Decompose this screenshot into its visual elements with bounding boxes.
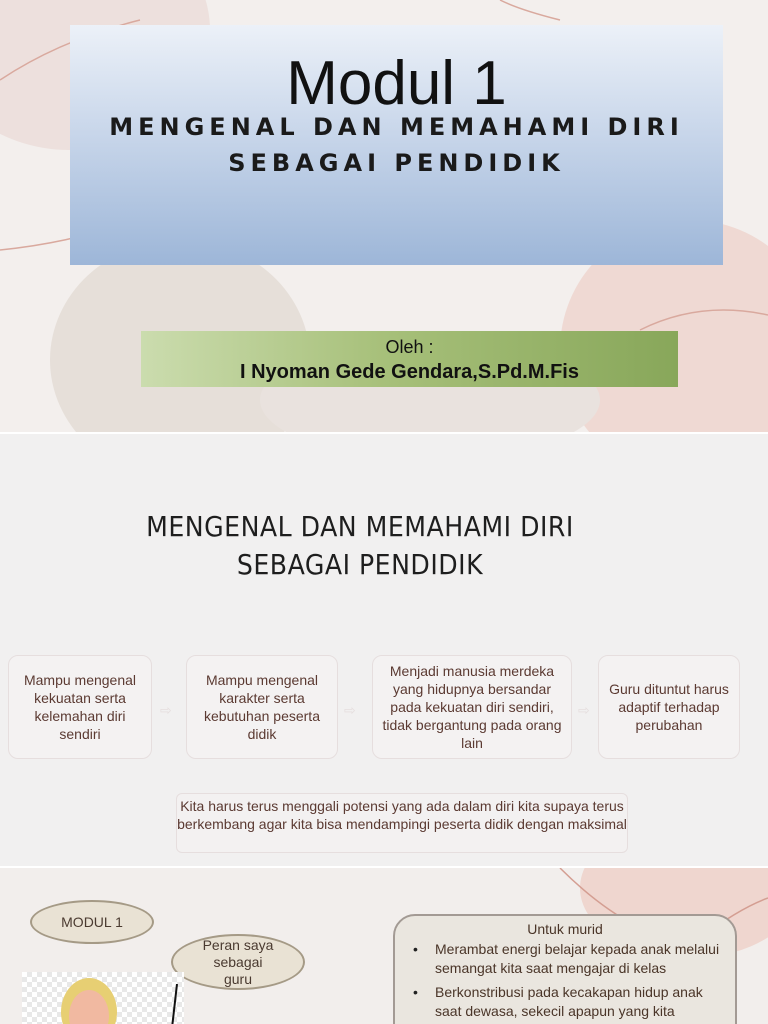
process-card-3: Menjadi manusia merdeka yang hidupnya bersandar pada kekuatan diri sendiri, tidak bergantung pada orang lain (372, 655, 572, 759)
section-title-line-1: MENGENAL DAN MEMAHAMI DIRI (146, 510, 574, 543)
author-box (141, 331, 678, 387)
author-label: Oleh : (385, 337, 434, 357)
subtitle-line-1: MENGENAL DAN MEMAHAMI DIRI (109, 113, 684, 141)
title-box (70, 25, 723, 265)
modul-label: MODUL 1 (61, 913, 123, 930)
summary-note: Kita harus terus menggali potensi yang ada dalam diri kita supaya terus berkembang agar kita bisa mendampingi peserta didik dengan maksimal (176, 793, 628, 853)
page-subtitle (70, 109, 723, 181)
subtitle-line-2: SEBAGAI PENDIDIK (228, 149, 565, 177)
list-item (395, 983, 735, 1021)
page-title: Modul 1 (286, 49, 507, 118)
slide-1 (0, 0, 768, 432)
slide-2 (0, 434, 768, 866)
section-title (60, 508, 660, 584)
author-name: I Nyoman Gede Gendara,S.Pd.M.Fis (240, 361, 579, 383)
list-item-text: Berkonstribusi pada kecakapan hidup anak saat dewasa, sekecil apapun yang kita (435, 984, 703, 1019)
process-card-4: Guru dituntut harus adaptif terhadap perubahan (598, 655, 740, 759)
modul-label-bubble (30, 900, 154, 944)
role-bubble (171, 934, 305, 990)
arrow-right-icon: ⇨ (344, 702, 356, 718)
section-title-line-2: SEBAGAI PENDIDIK (236, 548, 484, 581)
for-students-box (393, 914, 737, 1024)
teacher-illustration (52, 976, 122, 1024)
process-card-2: Mampu mengenal karakter serta kebutuhan peserta didik (186, 655, 338, 759)
bullet-icon: • (413, 941, 418, 957)
process-card-1: Mampu mengenal kekuatan serta kelemahan diri sendiri (8, 655, 152, 759)
bullet-icon: • (413, 984, 418, 1000)
pointer-stick (170, 984, 180, 1024)
box-title: Untuk murid (527, 921, 603, 937)
arrow-right-icon: ⇨ (160, 702, 172, 718)
list-item (395, 940, 735, 978)
role-label: Peran saya sebagai guru (202, 936, 274, 987)
arrow-right-icon: ⇨ (578, 702, 590, 718)
list-item-text: Merambat energi belajar kepada anak melalui semangat kita saat mengajar di kelas (435, 941, 720, 976)
slide-3 (0, 868, 768, 1024)
student-benefits-list (395, 940, 735, 1021)
